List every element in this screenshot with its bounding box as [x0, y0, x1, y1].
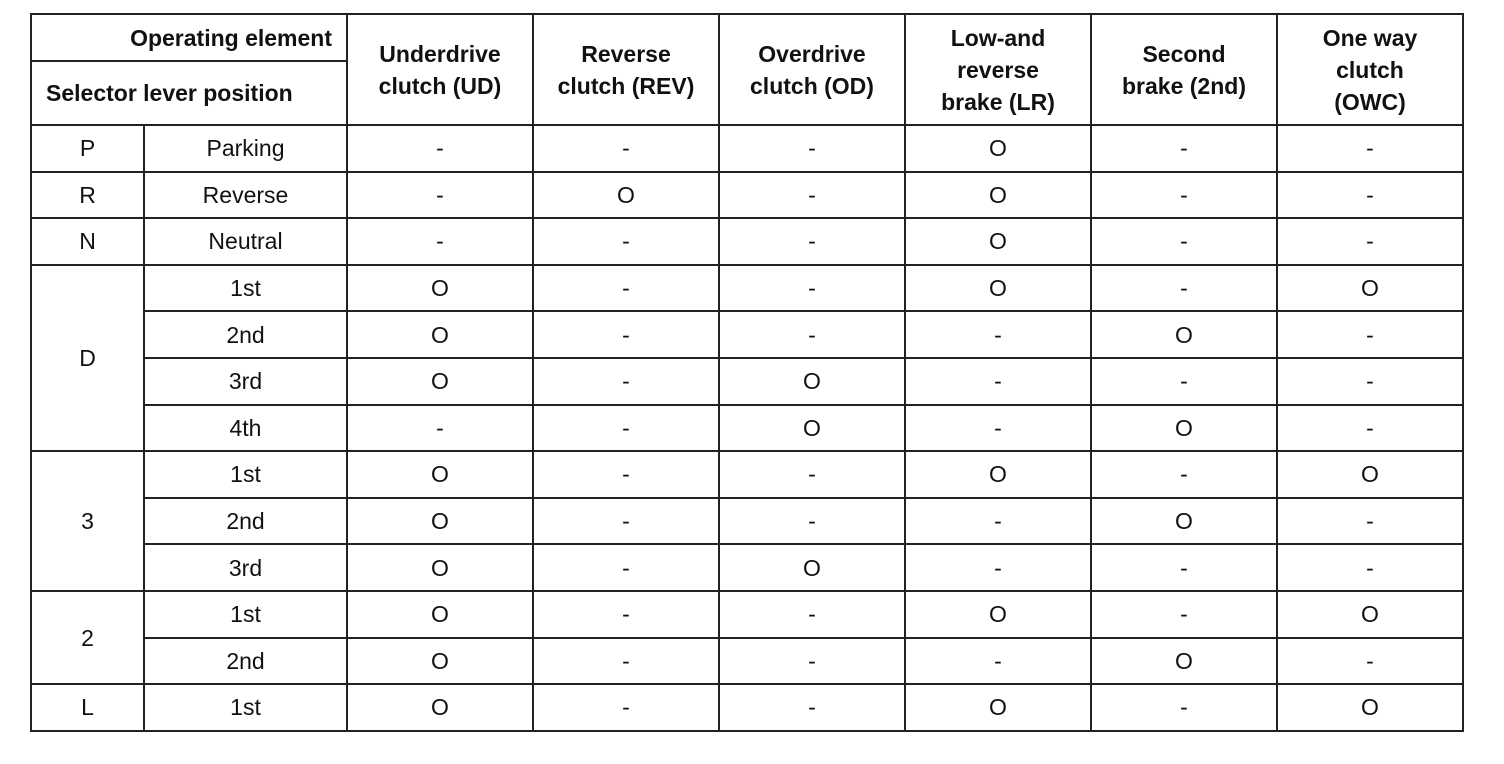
- gear-range-cell: 1st: [144, 265, 347, 312]
- header-line: Reverse: [581, 40, 671, 67]
- table-row: [31, 498, 1463, 545]
- table-row: [31, 311, 1463, 358]
- header-selector-lever-position: Selector lever position: [31, 61, 347, 125]
- selector-position-cell: N: [31, 218, 144, 265]
- header-second-brake: [1091, 14, 1277, 125]
- not-engaged-cell: -: [905, 311, 1091, 358]
- not-engaged-cell: -: [1091, 591, 1277, 638]
- not-engaged-cell: -: [719, 125, 905, 172]
- not-engaged-cell: -: [1091, 358, 1277, 405]
- selector-position-cell: D: [31, 265, 144, 451]
- selector-position-cell: R: [31, 172, 144, 219]
- not-engaged-cell: -: [719, 451, 905, 498]
- not-engaged-cell: -: [1091, 544, 1277, 591]
- not-engaged-cell: -: [1091, 218, 1277, 265]
- engaged-mark-cell: O: [905, 218, 1091, 265]
- engaged-mark-cell: O: [347, 358, 533, 405]
- header-line: Overdrive: [758, 40, 866, 67]
- header-line: brake (LR): [941, 88, 1055, 115]
- engaged-mark-cell: O: [1091, 638, 1277, 685]
- gear-range-cell: 1st: [144, 451, 347, 498]
- not-engaged-cell: -: [347, 405, 533, 452]
- not-engaged-cell: -: [1277, 638, 1463, 685]
- header-low-reverse-brake: [905, 14, 1091, 125]
- not-engaged-cell: -: [1091, 125, 1277, 172]
- engaged-mark-cell: O: [905, 265, 1091, 312]
- engaged-mark-cell: O: [905, 451, 1091, 498]
- not-engaged-cell: -: [1277, 405, 1463, 452]
- table-row: [31, 172, 1463, 219]
- not-engaged-cell: -: [719, 265, 905, 312]
- engaged-mark-cell: O: [347, 544, 533, 591]
- gear-range-cell: 1st: [144, 591, 347, 638]
- gear-range-cell: 4th: [144, 405, 347, 452]
- not-engaged-cell: -: [719, 591, 905, 638]
- not-engaged-cell: -: [1277, 311, 1463, 358]
- gear-range-cell: 3rd: [144, 544, 347, 591]
- header-line: brake (2nd): [1122, 72, 1246, 99]
- not-engaged-cell: -: [905, 498, 1091, 545]
- gear-range-cell: 2nd: [144, 311, 347, 358]
- header-line: clutch: [1336, 56, 1404, 83]
- engaged-mark-cell: O: [347, 498, 533, 545]
- table-row: [31, 218, 1463, 265]
- engaged-mark-cell: O: [1277, 451, 1463, 498]
- operating-elements-table: [30, 13, 1464, 732]
- gear-range-cell: 1st: [144, 684, 347, 731]
- engaged-mark-cell: O: [719, 358, 905, 405]
- header-operating-element: Operating element: [31, 14, 347, 61]
- not-engaged-cell: -: [533, 405, 719, 452]
- engaged-mark-cell: O: [347, 265, 533, 312]
- not-engaged-cell: -: [533, 218, 719, 265]
- header-overdrive-clutch: [719, 14, 905, 125]
- not-engaged-cell: -: [1091, 265, 1277, 312]
- not-engaged-cell: -: [347, 172, 533, 219]
- engaged-mark-cell: O: [905, 684, 1091, 731]
- engaged-mark-cell: O: [719, 544, 905, 591]
- table-body: [31, 125, 1463, 731]
- engaged-mark-cell: O: [347, 311, 533, 358]
- not-engaged-cell: -: [533, 125, 719, 172]
- selector-position-cell: 3: [31, 451, 144, 591]
- table-row: [31, 544, 1463, 591]
- header-one-way-clutch: [1277, 14, 1463, 125]
- not-engaged-cell: -: [533, 265, 719, 312]
- not-engaged-cell: -: [347, 218, 533, 265]
- not-engaged-cell: -: [1091, 172, 1277, 219]
- engaged-mark-cell: O: [905, 125, 1091, 172]
- header-line: reverse: [957, 56, 1039, 83]
- not-engaged-cell: -: [1277, 172, 1463, 219]
- not-engaged-cell: -: [533, 311, 719, 358]
- selector-position-cell: L: [31, 684, 144, 731]
- header-line: Underdrive: [379, 40, 501, 67]
- table-row: [31, 638, 1463, 685]
- not-engaged-cell: -: [719, 638, 905, 685]
- not-engaged-cell: -: [533, 638, 719, 685]
- not-engaged-cell: -: [533, 451, 719, 498]
- table-row: [31, 591, 1463, 638]
- table-row: [31, 684, 1463, 731]
- engaged-mark-cell: O: [905, 172, 1091, 219]
- not-engaged-cell: -: [1277, 544, 1463, 591]
- selector-position-cell: P: [31, 125, 144, 172]
- engaged-mark-cell: O: [1277, 591, 1463, 638]
- not-engaged-cell: -: [533, 684, 719, 731]
- not-engaged-cell: -: [533, 591, 719, 638]
- not-engaged-cell: -: [905, 638, 1091, 685]
- not-engaged-cell: -: [1277, 218, 1463, 265]
- gear-range-cell: 3rd: [144, 358, 347, 405]
- header-line: clutch (UD): [378, 72, 502, 99]
- not-engaged-cell: -: [905, 358, 1091, 405]
- not-engaged-cell: -: [347, 125, 533, 172]
- engaged-mark-cell: O: [1091, 498, 1277, 545]
- header-underdrive-clutch: [347, 14, 533, 125]
- not-engaged-cell: -: [905, 544, 1091, 591]
- table-row: [31, 125, 1463, 172]
- engaged-mark-cell: O: [1091, 311, 1277, 358]
- engaged-mark-cell: O: [719, 405, 905, 452]
- header-line: Second: [1142, 40, 1226, 67]
- header-reverse-clutch: [533, 14, 719, 125]
- not-engaged-cell: -: [719, 684, 905, 731]
- engaged-mark-cell: O: [533, 172, 719, 219]
- table-row: [31, 451, 1463, 498]
- engaged-mark-cell: O: [347, 451, 533, 498]
- engaged-mark-cell: O: [1277, 265, 1463, 312]
- not-engaged-cell: -: [1091, 451, 1277, 498]
- engaged-mark-cell: O: [347, 638, 533, 685]
- not-engaged-cell: -: [719, 498, 905, 545]
- not-engaged-cell: -: [719, 218, 905, 265]
- not-engaged-cell: -: [533, 544, 719, 591]
- engaged-mark-cell: O: [347, 684, 533, 731]
- header-line: clutch (REV): [557, 72, 695, 99]
- engaged-mark-cell: O: [347, 591, 533, 638]
- header-line: clutch (OD): [750, 72, 874, 99]
- gear-range-cell: 2nd: [144, 498, 347, 545]
- table-row: [31, 358, 1463, 405]
- engaged-mark-cell: O: [1091, 405, 1277, 452]
- not-engaged-cell: -: [719, 172, 905, 219]
- gear-range-cell: Neutral: [144, 218, 347, 265]
- not-engaged-cell: -: [1277, 125, 1463, 172]
- header-line: (OWC): [1334, 88, 1406, 115]
- table-row: [31, 405, 1463, 452]
- engaged-mark-cell: O: [1277, 684, 1463, 731]
- table-row: [31, 265, 1463, 312]
- not-engaged-cell: -: [1277, 498, 1463, 545]
- not-engaged-cell: -: [533, 498, 719, 545]
- gear-range-cell: Reverse: [144, 172, 347, 219]
- not-engaged-cell: -: [1277, 358, 1463, 405]
- gear-range-cell: 2nd: [144, 638, 347, 685]
- not-engaged-cell: -: [719, 311, 905, 358]
- engaged-mark-cell: O: [905, 591, 1091, 638]
- not-engaged-cell: -: [533, 358, 719, 405]
- header-line: One way: [1322, 24, 1418, 51]
- selector-position-cell: 2: [31, 591, 144, 684]
- not-engaged-cell: -: [905, 405, 1091, 452]
- not-engaged-cell: -: [1091, 684, 1277, 731]
- header-line: Low-and: [950, 24, 1046, 51]
- gear-range-cell: Parking: [144, 125, 347, 172]
